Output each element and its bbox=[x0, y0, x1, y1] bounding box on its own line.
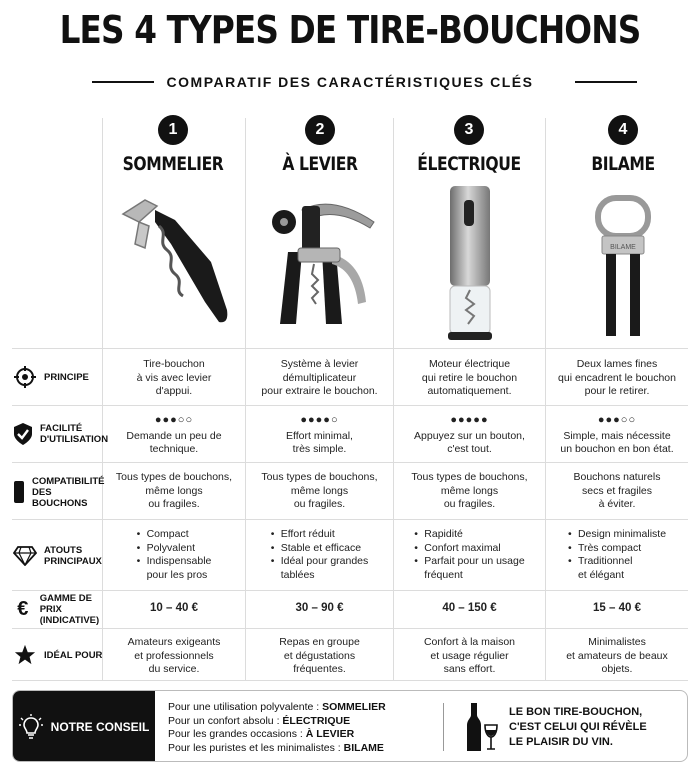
row-divider bbox=[12, 348, 688, 349]
cell-atouts-electrique: • Rapidité • Confort maximal • Parfait pour un usage fréquent bbox=[394, 528, 545, 582]
column-header-levier bbox=[247, 115, 393, 175]
column-name: SOMMELIER bbox=[122, 153, 224, 175]
row-label-facilite bbox=[12, 416, 109, 452]
cell-prix-levier: 30 – 90 € bbox=[295, 602, 344, 614]
cell-compatibilite-sommelier: Tous types de bouchons, même longs ou fragiles. bbox=[115, 471, 233, 510]
column-number: 2 bbox=[305, 115, 335, 145]
row-label-compatibilite bbox=[12, 474, 104, 510]
row-divider bbox=[12, 628, 688, 629]
advice-slogan: LE BON TIRE-BOUCHON, C'EST CELUI QUI RÉVÈLE LE PLAISIR DU VIN. bbox=[509, 706, 647, 748]
target-icon bbox=[14, 366, 36, 388]
row-label-text: COMPATIBILITÉ DES BOUCHONS bbox=[32, 475, 105, 509]
column-name: BILAME bbox=[591, 153, 655, 175]
cell-principe-sommelier: Tire-bouchon à vis avec levier d'appui. bbox=[136, 358, 212, 397]
column-divider bbox=[545, 118, 546, 680]
cell-principe-levier: Système à levier démultiplicateur pour extraire le bouchon. bbox=[261, 358, 378, 397]
sommelier-corkscrew-image bbox=[115, 192, 235, 332]
advice-line: Pour les puristes et les minimalistes : BILAME bbox=[168, 741, 384, 754]
shield-check-icon bbox=[12, 422, 34, 446]
rating-dots: ●●●●● bbox=[450, 414, 489, 426]
diamond-icon bbox=[13, 546, 37, 566]
cell-facilite-electrique: ●●●●● Appuyez sur un bouton, c'est tout. bbox=[394, 414, 545, 457]
advice-box bbox=[12, 690, 688, 762]
row-label-atouts bbox=[12, 538, 104, 574]
cell-prix-electrique: 40 – 150 € bbox=[442, 602, 497, 614]
advice-header bbox=[13, 691, 155, 762]
lightbulb-icon bbox=[19, 714, 43, 740]
rating-dots: ●●●○○ bbox=[597, 414, 637, 426]
column-header-bilame bbox=[550, 115, 696, 175]
advice-line: Pour une utilisation polyvalente : SOMMELIER bbox=[168, 701, 386, 713]
row-divider bbox=[12, 590, 688, 591]
cell-principe-bilame: Deux lames fines qui encadrent le bouchon pour le retirer. bbox=[558, 358, 676, 397]
row-divider bbox=[12, 680, 688, 681]
cell-principe-electrique: Moteur électrique qui retire le bouchon automatiquement. bbox=[421, 358, 518, 397]
cell-facilite-bilame: ●●●○○ Simple, mais nécessite un bouchon en bon état. bbox=[546, 414, 688, 457]
bilame-handle-label: BILAME bbox=[610, 244, 636, 251]
cell-atouts-sommelier: • Compact • Polyvalent • Indispensable pour les pros bbox=[103, 528, 245, 582]
row-label-text: GAMME DE PRIX (INDICATIVE) bbox=[39, 592, 100, 626]
row-label-text: IDÉAL POUR bbox=[44, 649, 103, 661]
cell-facilite-sommelier: ●●●○○ Demande un peu de technique. bbox=[103, 414, 245, 457]
row-label-ideal bbox=[12, 640, 104, 670]
cell-ideal-bilame: Minimalistes et amateurs de beaux objets. bbox=[566, 636, 668, 675]
subtitle-row bbox=[0, 72, 700, 92]
cell-prix-bilame: 15 – 40 € bbox=[593, 602, 641, 614]
row-label-text: ATOUTS PRINCIPAUX bbox=[44, 545, 102, 567]
row-label-prix bbox=[12, 594, 104, 624]
row-label-text: FACILITÉ D'UTILISATION bbox=[40, 423, 109, 445]
cell-prix-sommelier: 10 – 40 € bbox=[150, 602, 198, 614]
rating-dots: ●●●●○ bbox=[300, 414, 339, 426]
cell-compatibilite-electrique: Tous types de bouchons, même longs ou fragiles. bbox=[411, 471, 528, 510]
column-name: ÉLECTRIQUE bbox=[417, 153, 521, 175]
rating-dots: ●●●○○ bbox=[154, 414, 194, 426]
cell-compatibilite-bilame: Bouchons naturels secs et fragiles à éviter. bbox=[573, 471, 661, 510]
cell-ideal-levier: Repas en groupe et dégustations fréquentes. bbox=[279, 636, 360, 675]
subtitle-rule-right bbox=[575, 81, 637, 83]
column-number: 4 bbox=[608, 115, 638, 145]
row-label-text: PRINCIPE bbox=[44, 371, 89, 383]
row-label-principe bbox=[12, 360, 104, 394]
column-divider bbox=[393, 118, 394, 680]
cell-ideal-sommelier: Amateurs exigeants et professionnels du service. bbox=[127, 636, 221, 675]
advice-line: Pour les grandes occasions : À LEVIER bbox=[168, 728, 355, 740]
row-divider bbox=[12, 519, 688, 520]
advice-title: NOTRE CONSEIL bbox=[50, 720, 150, 734]
page-title: LES 4 TYPES DE TIRE-BOUCHONS bbox=[59, 8, 641, 52]
advice-lines bbox=[168, 701, 386, 755]
wine-bottle-glass-icon bbox=[461, 701, 501, 753]
row-divider bbox=[12, 405, 688, 406]
star-icon bbox=[14, 644, 36, 666]
column-number: 3 bbox=[454, 115, 484, 145]
advice-separator bbox=[443, 703, 444, 751]
row-divider bbox=[12, 462, 688, 463]
cell-atouts-levier: • Effort réduit • Stable et efficace • Idéal pour grandes tablées bbox=[246, 528, 393, 582]
bilame-corkscrew-image bbox=[588, 194, 658, 340]
column-name: À LEVIER bbox=[282, 153, 358, 175]
lever-corkscrew-image bbox=[262, 192, 382, 332]
cell-compatibilite-levier: Tous types de bouchons, même longs ou fragiles. bbox=[261, 471, 378, 510]
electric-corkscrew-image bbox=[440, 184, 500, 344]
column-header-sommelier bbox=[100, 115, 246, 175]
advice-line: Pour un confort absolu : ÉLECTRIQUE bbox=[168, 714, 351, 727]
euro-icon: € bbox=[17, 597, 29, 620]
cork-icon bbox=[12, 480, 26, 504]
cell-atouts-bilame: • Design minimaliste • Très compact • Traditionnel et élégant bbox=[546, 528, 688, 582]
column-divider bbox=[245, 118, 246, 680]
cell-facilite-levier: ●●●●○ Effort minimal, très simple. bbox=[246, 414, 393, 457]
cell-ideal-electrique: Confort à la maison et usage régulier sans effort. bbox=[423, 636, 516, 675]
column-number: 1 bbox=[158, 115, 188, 145]
column-header-electrique bbox=[396, 115, 542, 175]
page-subtitle: COMPARATIF DES CARACTÉRISTIQUES CLÉS bbox=[166, 74, 534, 90]
